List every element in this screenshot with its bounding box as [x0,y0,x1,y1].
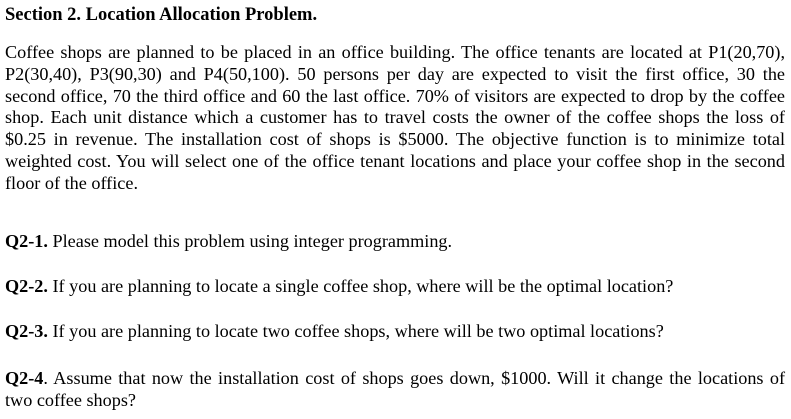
question-number: Q2-3. [5,321,48,341]
question-text: If you are planning to locate a single coffee shop, where will be the optimal location? [52,276,674,296]
question-text: Please model this problem using integer programming. [52,231,453,251]
question-q2-2 [5,275,785,297]
section-title: Section 2. Location Allocation Problem. [5,5,318,25]
question-number: Q2-4 [5,368,44,388]
question-q2-4 [5,368,785,411]
question-text: If you are planning to locate two coffee shops, where will be two optimal locations? [52,321,664,341]
problem-description: Coffee shops are planned to be placed in an office building. The office tenants are located at P1(20,70), P2(30,40), P3(90,30) and P4(50,100). 50 persons per day are expected to visit the first office, 30 the second office, 70 the third office and 60 the last office. 70% of visitors are expected to drop by the coffee shop. Each unit distance which a customer has to travel costs the owner of the coffee shops the loss of $0.25 in revenue. The installation cost of shops is $5000. The objective function is to minimize total weighted cost. You will select one of the office tenant locations and place your coffee shop in the second floor of the office. [5,42,785,193]
question-q2-1 [5,230,785,252]
question-number: Q2-2. [5,276,48,296]
question-text: . Assume that now the installation cost of shops goes down, $1000. Will it change the locations of two coffee shops? [5,368,785,410]
question-number: Q2-1. [5,231,48,251]
question-q2-3 [5,320,785,342]
